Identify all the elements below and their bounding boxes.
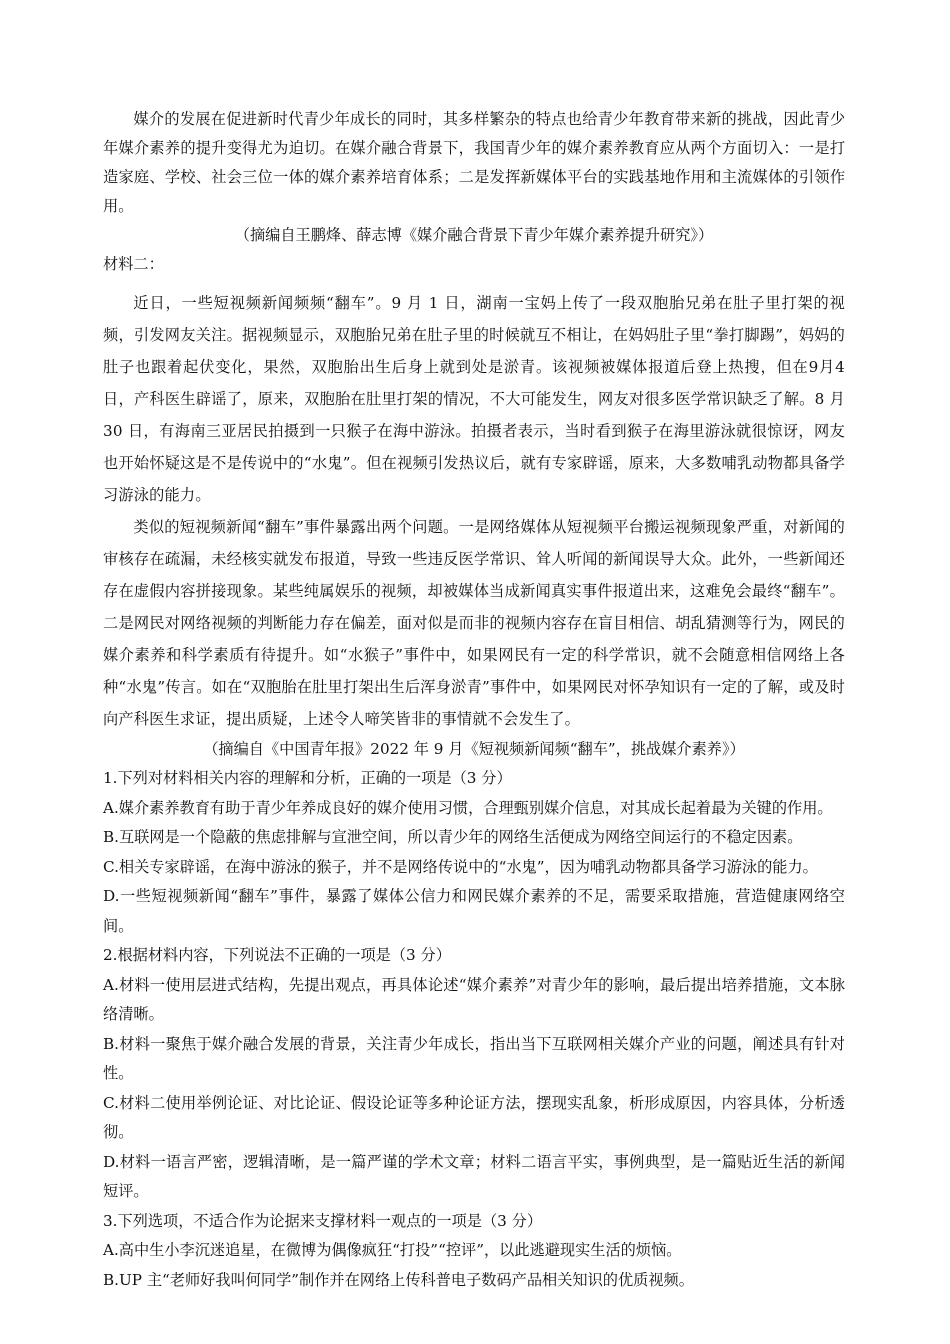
option-a: A.材料一使用层进式结构，先提出观点，再具体论述“媒介素养”对青少年的影响，最后提出培养措施，文本脉络清晰。 bbox=[103, 975, 845, 1023]
option-c: C.相关专家辟谣，在海中游泳的猴子，并不是网络传说中的“水鬼”，因为哺乳动物都具备学习游泳的能力。 bbox=[103, 857, 818, 876]
question-2 bbox=[103, 941, 845, 1207]
questions-section bbox=[103, 764, 845, 1295]
material-two-label: 材料二： bbox=[103, 255, 164, 273]
material-one-source: （摘编自王鹏烽、薛志博《媒介融合背景下青少年媒介素养提升研究》） bbox=[234, 226, 714, 244]
option-b: B.UP 主“老师好我叫何同学”制作并在网络上传科普电子数码产品相关知识的优质视频。 bbox=[103, 1270, 694, 1289]
option-c: C.材料二使用举例论证、对比论证、假设论证等多种论证方法，摆现实乱象，析形成原因，内容具体，分析透彻。 bbox=[103, 1093, 845, 1141]
question-stem: 1.下列对材料相关内容的理解和分析，正确的一项是（3 分） bbox=[103, 769, 512, 787]
question-3 bbox=[103, 1207, 845, 1296]
page-content bbox=[103, 105, 845, 1295]
material-one-paragraph: 媒介的发展在促进新时代青少年成长的同时，其多样繁杂的特点也给青少年教育带来新的挑战，因此青少年媒介素养的提升变得尤为迫切。在媒介融合背景下，我国青少年的媒介素养教育应从两个方面切入：一是打造家庭、学校、社会三位一体的媒介素养培育体系；二是发挥新媒体平台的实践基地作用和主流媒体的引领作用。 bbox=[103, 110, 845, 215]
option-d: D.材料一语言严密，逻辑清晰，是一篇严谨的学术文章；材料二语言平实，事例典型，是一篇贴近生活的新闻短评。 bbox=[103, 1152, 845, 1200]
option-b: B.材料一聚焦于媒介融合发展的背景，关注青少年成长，指出当下互联网相关媒介产业的问题，阐述具有针对性。 bbox=[103, 1034, 845, 1082]
material-two-paragraph: 近日，一些短视频新闻频频“翻车”。9 月 1 日，湖南一宝妈上传了一段双胞胎兄弟在肚子里打架的视频，引发网友关注。据视频显示，双胞胎兄弟在肚子里的时候就互不相让，在妈妈肚子里“拳打脚踢”，妈妈的肚子也跟着起伏变化，果然，双胞胎出生后身上就到处是淤青。该视频被媒体报道后登上热搜，但在9月4日，产科医生辟谣了，原来，双胞胎在肚里打架的情况，不大可能发生，网友对很多医学常识缺乏了解。8 月 30 日，有海南三亚居民拍摄到一只猴子在海中游泳。拍摄者表示，当时看到猴子在海里游泳就很惊讶，网友也开始怀疑这是不是传说中的“水鬼”。但在视频引发热议后，就有专家辟谣，原来，大多数哺乳动物都具备学习游泳的能力。 bbox=[103, 294, 845, 504]
question-1 bbox=[103, 764, 845, 941]
material-two-source: （摘编自《中国青年报》2022 年 9 月《短视频新闻频“翻车”，挑战媒介素养》） bbox=[203, 740, 745, 758]
material-two-paragraph: 类似的短视频新闻“翻车”事件暴露出两个问题。一是网络媒体从短视频平台搬运视频现象严重，对新闻的审核存在疏漏，未经核实就发布报道，导致一些违反医学常识、耸人听闻的新闻误导大众。此外，一些新闻还存在虚假内容拼接现象。某些纯属娱乐的视频，却被媒体当成新闻真实事件报道出来，这难免会最终“翻车”。二是网民对网络视频的判断能力存在偏差，面对似是而非的视频内容存在盲目相信、胡乱猜测等行为，网民的媒介素养和科学素质有待提升。如“水猴子”事件中，如果网民有一定的科学常识，就不会随意相信网络上各种“水鬼”传言。如在“双胞胎在肚里打架出生后浑身淤青”事件中，如果网民对怀孕知识有一定的了解，或及时向产科医生求证，提出质疑，上述令人啼笑皆非的事情就不会发生了。 bbox=[103, 518, 845, 728]
material-two-body bbox=[103, 287, 845, 735]
option-a: A.高中生小李沉迷追星，在微博为偶像疯狂“打投”“控评”，以此逃避现实生活的烦恼。 bbox=[103, 1241, 682, 1259]
option-d: D.一些短视频新闻“翻车”事件，暴露了媒体公信力和网民媒介素养的不足，需要采取措施，营造健康网络空间。 bbox=[103, 887, 845, 935]
material-two bbox=[103, 250, 845, 764]
question-stem: 3.下列选项，不适合作为论据来支撑材料一观点的一项是（3 分） bbox=[103, 1211, 543, 1230]
option-b: B.互联网是一个隐蔽的焦虑排解与宣泄空间，所以青少年的网络生活便成为网络空间运行的不稳定因素。 bbox=[103, 828, 803, 846]
question-stem: 2.根据材料内容，下列说法不正确的一项是（3 分） bbox=[103, 946, 451, 964]
option-a: A.媒介素养教育有助于青少年养成良好的媒介使用习惯，合理甄别媒介信息，对其成长起着最为关键的作用。 bbox=[103, 798, 833, 817]
material-one bbox=[103, 105, 845, 250]
